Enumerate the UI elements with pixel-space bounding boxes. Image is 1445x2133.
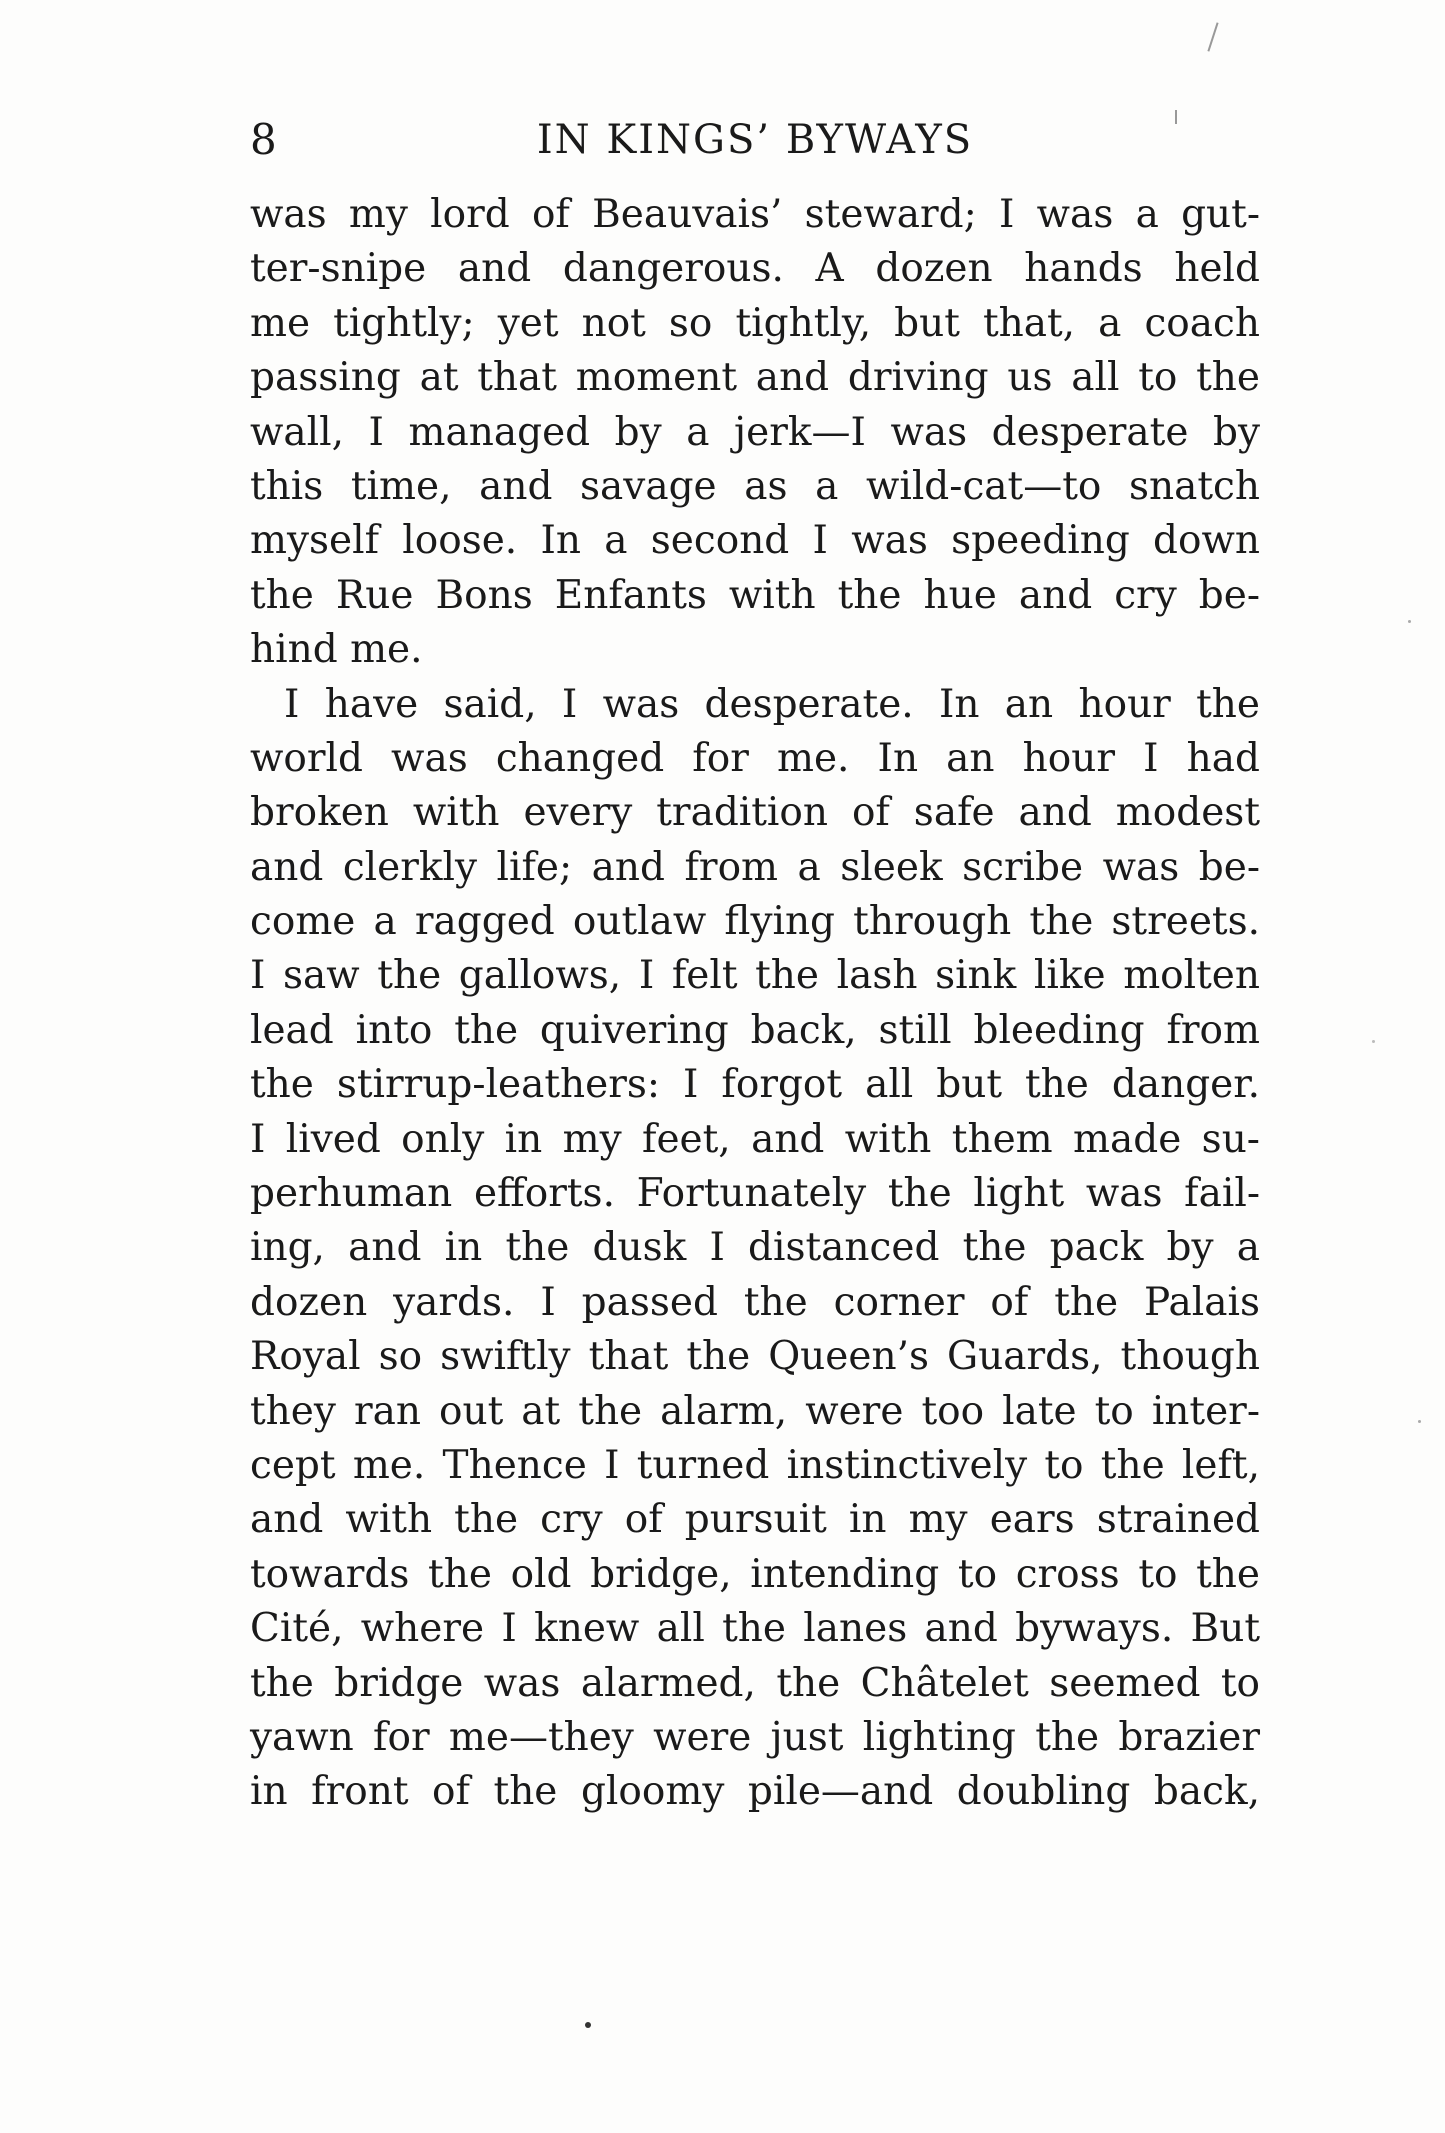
text-line: in front of the gloomy pile—and doubling back, xyxy=(250,1769,1260,1815)
running-title: IN KINGS’ BYWAYS xyxy=(536,117,974,163)
text-line: I lived only in my feet, and with them made su- xyxy=(250,1116,1260,1162)
text-line: cept me. Thence I turned instinctively to the left, xyxy=(250,1442,1260,1488)
text-line: the Rue Bons Enfants with the hue and cry be- xyxy=(250,572,1260,618)
text-line: I saw the gallows, I felt the lash sink like molten xyxy=(250,953,1260,999)
text-line: Cité, where I knew all the lanes and byways. But xyxy=(250,1606,1260,1652)
text-line: come a ragged outlaw flying through the streets. xyxy=(250,899,1260,945)
page-header xyxy=(250,110,1260,170)
page-number: 8 xyxy=(250,115,277,164)
ink-speck xyxy=(1372,1040,1375,1043)
text-line: me tightly; yet not so tightly, but that, a coach xyxy=(250,300,1260,346)
text-line: yawn for me—they were just lighting the brazier xyxy=(250,1714,1260,1760)
body-text xyxy=(250,188,1260,1820)
text-line: Royal so swiftly that the Queen’s Guards, though xyxy=(250,1334,1260,1380)
ink-speck xyxy=(585,2022,591,2028)
text-line: ter-snipe and dangerous. A dozen hands held xyxy=(250,246,1260,292)
text-line: was my lord of Beauvais’ steward; I was a gut- xyxy=(250,192,1260,237)
text-line: hind me. xyxy=(250,627,423,673)
text-line: myself loose. In a second I was speeding down xyxy=(250,518,1260,564)
text-line: ing, and in the dusk I distanced the pack by a xyxy=(250,1225,1260,1271)
text-line: towards the old bridge, intending to cross to the xyxy=(250,1551,1260,1597)
ink-speck xyxy=(1408,620,1411,623)
scan-artifact xyxy=(1175,110,1177,124)
text-line: lead into the quivering back, still bleeding from xyxy=(250,1007,1260,1053)
text-line: the stirrup-leathers: I forgot all but the danger. xyxy=(250,1062,1260,1108)
text-line: this time, and savage as a wild-cat—to snatch xyxy=(250,463,1260,509)
ink-speck xyxy=(1418,1420,1421,1423)
text-line: wall, I managed by a jerk—I was desperate by xyxy=(250,409,1260,455)
paragraph-first-line: I have said, I was desperate. In an hour the xyxy=(284,681,1260,727)
text-line: world was changed for me. In an hour I had xyxy=(250,735,1260,781)
text-line: and with the cry of pursuit in my ears strained xyxy=(250,1497,1260,1543)
text-line: broken with every tradition of safe and modest xyxy=(250,790,1260,836)
text-line: passing at that moment and driving us all to the xyxy=(250,355,1260,401)
text-line: they ran out at the alarm, were too late to inter- xyxy=(250,1388,1260,1434)
text-line: dozen yards. I passed the corner of the Palais xyxy=(250,1279,1260,1325)
text-line: the bridge was alarmed, the Châtelet seemed to xyxy=(250,1660,1260,1706)
text-line: and clerkly life; and from a sleek scribe was be- xyxy=(250,844,1260,890)
text-line: perhuman efforts. Fortunately the light was fail- xyxy=(250,1171,1260,1217)
scan-artifact xyxy=(1207,22,1218,51)
